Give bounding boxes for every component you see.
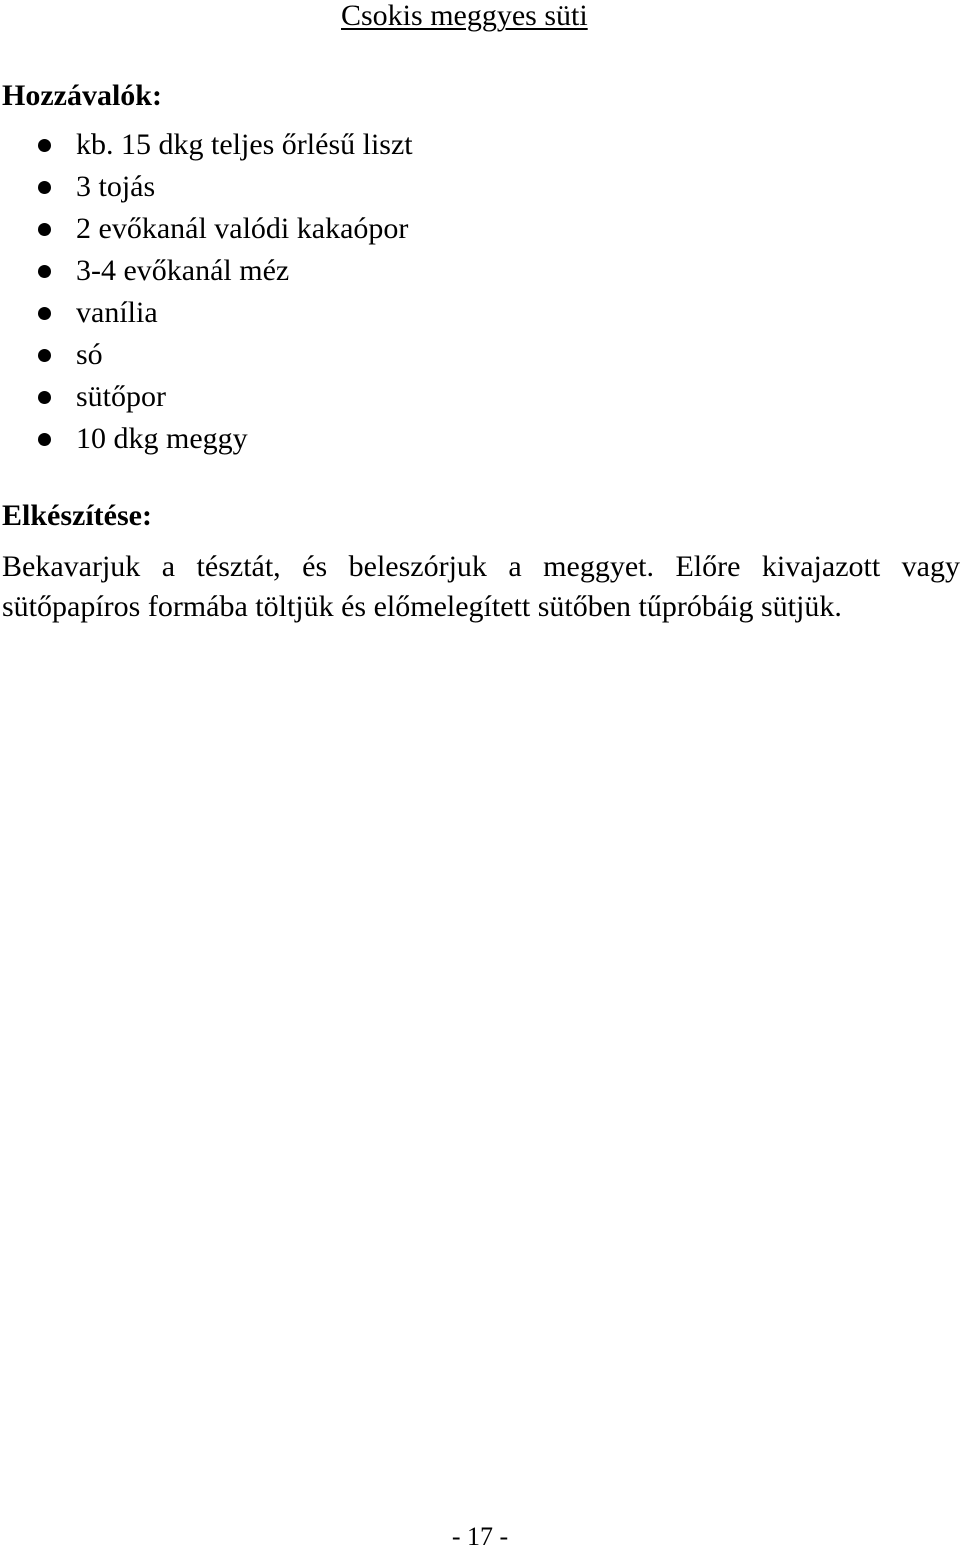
bullet-icon (38, 391, 51, 404)
page-number: - 17 - (451, 1522, 509, 1551)
list-item (0, 293, 413, 335)
method-heading: Elkészítése: (2, 499, 152, 532)
bullet-icon (38, 139, 51, 152)
method-line: Bekavarjuk a tésztát, és beleszórjuk a meggyet. Előre kivajazott vagy (2, 550, 960, 583)
list-item (0, 251, 413, 293)
list-item (0, 419, 413, 461)
ingredient-text: sütőpor (76, 380, 166, 413)
bullet-icon (38, 181, 51, 194)
list-item (0, 377, 413, 419)
list-item (0, 167, 413, 209)
list-item (0, 125, 413, 167)
bullet-icon (38, 265, 51, 278)
list-item (0, 335, 413, 377)
ingredient-text: 2 evőkanál valódi kakaópor (76, 212, 409, 245)
bullet-icon (38, 433, 51, 446)
method-paragraph (2, 547, 960, 627)
bullet-icon (38, 223, 51, 236)
ingredient-text: vanília (76, 296, 158, 329)
ingredient-text: 3-4 evőkanál méz (76, 254, 290, 287)
ingredient-text: só (76, 338, 103, 371)
method-line: sütőpapíros formába töltjük és előmelegített sütőben tűpróbáig sütjük. (2, 590, 842, 623)
bullet-icon (38, 349, 51, 362)
ingredient-text: 10 dkg meggy (76, 422, 248, 455)
bullet-icon (38, 307, 51, 320)
ingredient-text: kb. 15 dkg teljes őrlésű liszt (76, 128, 413, 161)
ingredients-heading: Hozzávalók: (2, 79, 162, 112)
list-item (0, 209, 413, 251)
recipe-title: Csokis meggyes süti (341, 0, 588, 32)
ingredient-list (0, 125, 413, 461)
ingredient-text: 3 tojás (76, 170, 156, 203)
